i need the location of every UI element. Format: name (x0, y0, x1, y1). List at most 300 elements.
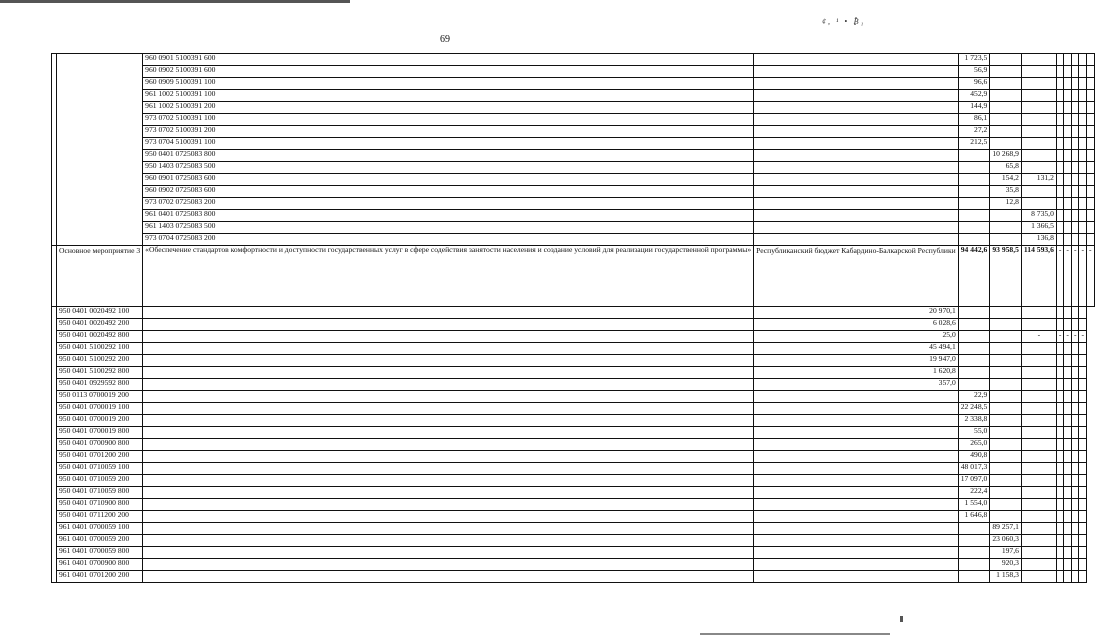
empty-year-cell (1056, 307, 1064, 319)
value-2020-cell (958, 198, 990, 210)
empty-year-cell (1071, 475, 1079, 487)
source-cell (143, 463, 754, 475)
empty-year-cell (1071, 511, 1079, 523)
empty-year-cell (1064, 547, 1072, 559)
source-cell (143, 511, 754, 523)
empty-year-cell (1021, 463, 1056, 475)
empty-year-cell (1071, 54, 1079, 66)
budget-code-cell: 950 0401 0929592 800 (57, 379, 143, 391)
empty-year-cell (1079, 78, 1087, 90)
empty-year-cell (1021, 307, 1056, 319)
empty-year-cell (1071, 234, 1079, 246)
empty-year-cell (1071, 162, 1079, 174)
source-cell (143, 523, 754, 535)
budget-code-cell: 950 0113 0700019 200 (57, 391, 143, 403)
table-row (52, 210, 1095, 222)
budget-code-cell: 973 0704 0725083 200 (143, 234, 754, 246)
table-row (52, 559, 1095, 571)
empty-year-cell (1071, 367, 1079, 379)
table-row (52, 78, 1095, 90)
source-cell (754, 222, 959, 234)
empty-year-cell (1079, 547, 1087, 559)
budget-code-cell: 960 0901 0725083 600 (143, 174, 754, 186)
source-cell (754, 210, 959, 222)
empty-year-cell (1021, 499, 1056, 511)
empty-year-cell (1021, 415, 1056, 427)
empty-year-cell (1064, 319, 1072, 331)
value-2021-cell (990, 234, 1022, 246)
empty-year-cell (1056, 319, 1064, 331)
empty-year-cell (1087, 210, 1095, 222)
empty-year-cell (1021, 427, 1056, 439)
value-2022-cell (990, 319, 1022, 331)
table-row (52, 415, 1095, 427)
empty-year-cell (1079, 403, 1087, 415)
empty-year-cell (1021, 511, 1056, 523)
value-2020-cell: 96,6 (958, 78, 990, 90)
value-2021-cell: 22,9 (958, 391, 990, 403)
empty-year-cell (1056, 174, 1064, 186)
empty-year-cell (1056, 234, 1064, 246)
value-2022-cell (990, 511, 1022, 523)
budget-code-cell: 950 0401 0710059 200 (57, 475, 143, 487)
table-row (52, 174, 1095, 186)
value-2021-cell: 12,8 (990, 198, 1022, 210)
empty-year-cell (1056, 451, 1064, 463)
empty-year-cell (1056, 90, 1064, 102)
empty-year-cell (1071, 571, 1079, 583)
value-2022-cell (990, 451, 1022, 463)
budget-code-cell: 973 0702 0725083 200 (143, 198, 754, 210)
empty-year-cell (1079, 307, 1087, 319)
empty-year-cell (1079, 138, 1087, 150)
value-2022-cell (990, 475, 1022, 487)
empty-year-cell (1056, 523, 1064, 535)
empty-year-cell (1056, 54, 1064, 66)
measure-label-empty-cell (57, 54, 143, 246)
measure-source: Республиканский бюджет Кабардино-Балкарской Республики (754, 246, 959, 307)
empty-year-cell (1056, 475, 1064, 487)
budget-code-cell: 950 0401 5100292 800 (57, 367, 143, 379)
value-2020-cell (754, 415, 959, 427)
source-cell (143, 319, 754, 331)
table-row (52, 198, 1095, 210)
empty-year-cell (1087, 138, 1095, 150)
source-cell (143, 331, 754, 343)
empty-year-cell (1056, 379, 1064, 391)
value-2022-cell (990, 355, 1022, 367)
empty-year-cell (1079, 234, 1087, 246)
table-row (52, 90, 1095, 102)
empty-year-cell (1064, 126, 1072, 138)
source-cell (754, 90, 959, 102)
value-2022-cell (990, 427, 1022, 439)
value-2020-cell: 1 620,8 (754, 367, 959, 379)
value-2020-cell (754, 571, 959, 583)
table-row (52, 535, 1095, 547)
empty-year-cell (1071, 379, 1079, 391)
empty-year-cell (1071, 198, 1079, 210)
empty-year-cell (1071, 403, 1079, 415)
table-group-measure (52, 246, 1095, 307)
empty-year-cell (1064, 102, 1072, 114)
table-row (52, 54, 1095, 66)
empty-year-cell (1064, 174, 1072, 186)
empty-year-cell (1064, 138, 1072, 150)
table-row (52, 367, 1095, 379)
measure-dash: - (1064, 246, 1072, 307)
empty-year-cell (1071, 343, 1079, 355)
value-2022-cell (990, 487, 1022, 499)
value-2020-cell (958, 162, 990, 174)
measure-row (52, 246, 1095, 307)
empty-year-cell (1087, 150, 1095, 162)
empty-year-cell (1021, 547, 1056, 559)
budget-code-cell: 950 0401 0700019 100 (57, 403, 143, 415)
budget-code-cell: 950 0401 0700900 800 (57, 439, 143, 451)
table-row (52, 547, 1095, 559)
budget-code-cell: 950 0401 0710900 800 (57, 499, 143, 511)
empty-year-cell (1056, 66, 1064, 78)
table-row (52, 307, 1095, 319)
table-group-top (52, 54, 1095, 246)
value-2021-cell: 65,8 (990, 162, 1022, 174)
source-cell (754, 126, 959, 138)
table-row (52, 463, 1095, 475)
budget-code-cell: 950 0401 5100292 100 (57, 343, 143, 355)
empty-year-cell (1021, 487, 1056, 499)
empty-year-cell (1064, 54, 1072, 66)
value-2022-cell (1021, 138, 1056, 150)
table-row (52, 66, 1095, 78)
empty-year-cell (1021, 355, 1056, 367)
empty-year-cell (1056, 126, 1064, 138)
empty-year-cell (1064, 571, 1072, 583)
empty-year-cell (1064, 511, 1072, 523)
source-cell (143, 427, 754, 439)
value-2022-cell (990, 499, 1022, 511)
scan-artifact-top (0, 0, 350, 3)
table-row (52, 391, 1095, 403)
empty-year-cell (1087, 222, 1095, 234)
value-2021-cell (990, 126, 1022, 138)
value-2020-cell (754, 523, 959, 535)
value-2020-cell (754, 427, 959, 439)
empty-year-cell (1056, 547, 1064, 559)
empty-year-cell (1056, 343, 1064, 355)
source-cell (754, 102, 959, 114)
table-row (52, 355, 1095, 367)
empty-year-cell (1087, 102, 1095, 114)
empty-year-cell (1071, 210, 1079, 222)
dash-cell: - (1079, 331, 1087, 343)
empty-year-cell (1079, 463, 1087, 475)
value-2021-cell (990, 222, 1022, 234)
empty-year-cell (1071, 463, 1079, 475)
scan-artifact-bottom (700, 633, 890, 635)
measure-dash: - (1056, 246, 1064, 307)
measure-total-2020: 94 442,6 (958, 246, 990, 307)
empty-year-cell (1056, 355, 1064, 367)
budget-code-cell: 961 1002 5100391 100 (143, 90, 754, 102)
value-2022-cell (990, 331, 1022, 343)
dash-cell: - (1064, 331, 1072, 343)
budget-code-cell: 950 0401 0711200 200 (57, 511, 143, 523)
empty-year-cell (1064, 234, 1072, 246)
empty-year-cell (1079, 222, 1087, 234)
page-number: 69 (440, 34, 450, 45)
budget-code-cell: 973 0704 5100391 100 (143, 138, 754, 150)
value-2022-cell (1021, 126, 1056, 138)
value-2021-cell (958, 307, 990, 319)
source-cell (754, 186, 959, 198)
value-2022-cell (1021, 114, 1056, 126)
value-2020-cell (958, 150, 990, 162)
value-2022-cell (1021, 198, 1056, 210)
empty-year-cell (1079, 367, 1087, 379)
empty-year-cell (1021, 535, 1056, 547)
value-2020-cell (754, 439, 959, 451)
empty-year-cell (1079, 379, 1087, 391)
value-2020-cell (754, 487, 959, 499)
source-cell (143, 571, 754, 583)
empty-year-cell (1056, 222, 1064, 234)
source-cell (754, 174, 959, 186)
budget-code-cell: 950 0401 0710059 800 (57, 487, 143, 499)
measure-label: Основное мероприятие 3 (57, 246, 143, 307)
empty-year-cell (1064, 535, 1072, 547)
source-cell (754, 66, 959, 78)
empty-year-cell (1079, 90, 1087, 102)
table-row (52, 126, 1095, 138)
value-2020-cell (958, 186, 990, 198)
budget-code-cell: 960 0901 5100391 600 (143, 54, 754, 66)
empty-year-cell (1071, 523, 1079, 535)
value-2021-cell: 222,4 (958, 487, 990, 499)
budget-code-cell: 961 0401 0700900 800 (57, 559, 143, 571)
value-2021-cell (990, 54, 1022, 66)
empty-year-cell (1064, 150, 1072, 162)
empty-year-cell (1079, 391, 1087, 403)
value-2020-cell (754, 535, 959, 547)
empty-year-cell (1064, 198, 1072, 210)
value-2022-cell (1021, 90, 1056, 102)
empty-year-cell (1079, 54, 1087, 66)
measure-dash: - (1079, 246, 1087, 307)
empty-year-cell (1071, 415, 1079, 427)
empty-year-cell (1071, 174, 1079, 186)
empty-year-cell (1079, 174, 1087, 186)
empty-year-cell (1056, 367, 1064, 379)
empty-year-cell (1056, 535, 1064, 547)
table-row (52, 222, 1095, 234)
empty-year-cell (1056, 198, 1064, 210)
empty-year-cell (1071, 90, 1079, 102)
value-2020-cell: 6 028,6 (754, 319, 959, 331)
empty-year-cell (1064, 499, 1072, 511)
measure-title: «Обеспечение стандартов комфортности и доступности государственных услуг в сфере содействия занятости населения и создание условий для реализации государственной программы» (143, 246, 754, 307)
value-2020-cell (958, 210, 990, 222)
empty-year-cell (1064, 307, 1072, 319)
table-row (52, 319, 1095, 331)
source-cell (754, 138, 959, 150)
empty-year-cell (1071, 451, 1079, 463)
source-cell (143, 487, 754, 499)
empty-year-cell (1056, 210, 1064, 222)
value-2022-cell (990, 415, 1022, 427)
value-2020-cell (754, 403, 959, 415)
table-row (52, 487, 1095, 499)
budget-code-cell: 961 0401 0701200 200 (57, 571, 143, 583)
budget-code-cell: 960 0909 5100391 100 (143, 78, 754, 90)
source-cell (143, 355, 754, 367)
table-row (52, 379, 1095, 391)
empty-year-cell (1064, 415, 1072, 427)
value-2021-cell: 48 017,3 (958, 463, 990, 475)
value-2022-cell (990, 439, 1022, 451)
empty-year-cell (1079, 198, 1087, 210)
empty-year-cell (1021, 439, 1056, 451)
empty-year-cell (1079, 535, 1087, 547)
value-2020-cell: 19 947,0 (754, 355, 959, 367)
budget-code-cell: 961 0401 0700059 100 (57, 523, 143, 535)
empty-year-cell (1021, 523, 1056, 535)
dash-cell: - (1021, 331, 1056, 343)
empty-year-cell (1079, 487, 1087, 499)
empty-year-cell (1079, 319, 1087, 331)
source-cell (754, 150, 959, 162)
empty-year-cell (1071, 559, 1079, 571)
empty-year-cell (1071, 222, 1079, 234)
table-row (52, 511, 1095, 523)
value-2020-cell (754, 451, 959, 463)
empty-year-cell (1079, 150, 1087, 162)
measure-dash: - (1071, 246, 1079, 307)
source-cell (143, 535, 754, 547)
value-2022-cell (1021, 150, 1056, 162)
value-2021-cell (958, 319, 990, 331)
dash-cell: - (1071, 331, 1079, 343)
empty-year-cell (1087, 186, 1095, 198)
value-2020-cell: 86,1 (958, 114, 990, 126)
empty-year-cell (1064, 66, 1072, 78)
value-2022-cell: 89 257,1 (990, 523, 1022, 535)
value-2021-cell (958, 355, 990, 367)
source-cell (143, 475, 754, 487)
empty-year-cell (1071, 535, 1079, 547)
source-cell (143, 379, 754, 391)
empty-year-cell (1064, 559, 1072, 571)
value-2022-cell: 920,3 (990, 559, 1022, 571)
empty-year-cell (1064, 367, 1072, 379)
value-2022-cell (1021, 102, 1056, 114)
empty-year-cell (1056, 511, 1064, 523)
empty-year-cell (1079, 475, 1087, 487)
value-2020-cell: 56,9 (958, 66, 990, 78)
empty-year-cell (1071, 126, 1079, 138)
budget-code-cell: 973 0702 5100391 100 (143, 114, 754, 126)
budget-code-cell: 950 1403 0725083 500 (143, 162, 754, 174)
empty-year-cell (1021, 559, 1056, 571)
value-2021-cell (990, 138, 1022, 150)
value-2021-cell (958, 331, 990, 343)
budget-code-cell: 950 0401 0700019 800 (57, 427, 143, 439)
corner-handwritten-mark: ¢, ¹ • ₿₁ (822, 17, 866, 26)
empty-year-cell (1079, 210, 1087, 222)
value-2020-cell (754, 391, 959, 403)
budget-code-cell: 960 0902 5100391 600 (143, 66, 754, 78)
value-2020-cell (754, 475, 959, 487)
empty-year-cell (1064, 343, 1072, 355)
budget-code-cell: 950 0401 0020492 200 (57, 319, 143, 331)
source-cell (143, 391, 754, 403)
value-2021-cell: 1 554,0 (958, 499, 990, 511)
value-2022-cell: 1 366,5 (1021, 222, 1056, 234)
empty-year-cell (1064, 463, 1072, 475)
scan-artifact-right (900, 616, 903, 622)
value-2022-cell (990, 307, 1022, 319)
empty-year-cell (1071, 391, 1079, 403)
empty-year-cell (1087, 90, 1095, 102)
value-2021-cell: 55,0 (958, 427, 990, 439)
source-cell (754, 162, 959, 174)
value-2021-cell (958, 379, 990, 391)
table-row (52, 499, 1095, 511)
value-2022-cell (990, 403, 1022, 415)
empty-year-cell (1071, 150, 1079, 162)
value-2021-cell (990, 78, 1022, 90)
value-2020-cell (958, 234, 990, 246)
value-2021-cell (958, 571, 990, 583)
empty-year-cell (1071, 102, 1079, 114)
value-2022-cell: 136,8 (1021, 234, 1056, 246)
source-cell (143, 307, 754, 319)
value-2021-cell: 154,2 (990, 174, 1022, 186)
empty-year-cell (1064, 78, 1072, 90)
value-2022-cell: 1 158,3 (990, 571, 1022, 583)
empty-year-cell (1021, 571, 1056, 583)
empty-year-cell (1079, 523, 1087, 535)
empty-year-cell (1056, 78, 1064, 90)
budget-code-cell: 973 0702 5100391 200 (143, 126, 754, 138)
measure-total-2022: 114 593,6 (1021, 246, 1056, 307)
empty-year-cell (1021, 451, 1056, 463)
measure-dash: - (1087, 246, 1095, 307)
empty-year-cell (1071, 319, 1079, 331)
source-cell (143, 451, 754, 463)
budget-code-cell: 950 0401 0020492 800 (57, 331, 143, 343)
empty-year-cell (1079, 499, 1087, 511)
value-2021-cell (990, 210, 1022, 222)
empty-year-cell (1064, 355, 1072, 367)
value-2020-cell (958, 174, 990, 186)
dash-cell: - (1056, 331, 1064, 343)
empty-year-cell (1064, 186, 1072, 198)
empty-year-cell (1071, 547, 1079, 559)
empty-year-cell (1056, 463, 1064, 475)
empty-year-cell (1021, 379, 1056, 391)
value-2021-cell (958, 343, 990, 355)
empty-year-cell (1079, 343, 1087, 355)
source-cell (143, 499, 754, 511)
value-2021-cell: 17 097,0 (958, 475, 990, 487)
budget-code-cell: 950 0401 0725083 800 (143, 150, 754, 162)
source-cell (143, 343, 754, 355)
value-2022-cell: 131,2 (1021, 174, 1056, 186)
table-row (52, 331, 1095, 343)
empty-year-cell (1064, 391, 1072, 403)
table-row (52, 102, 1095, 114)
